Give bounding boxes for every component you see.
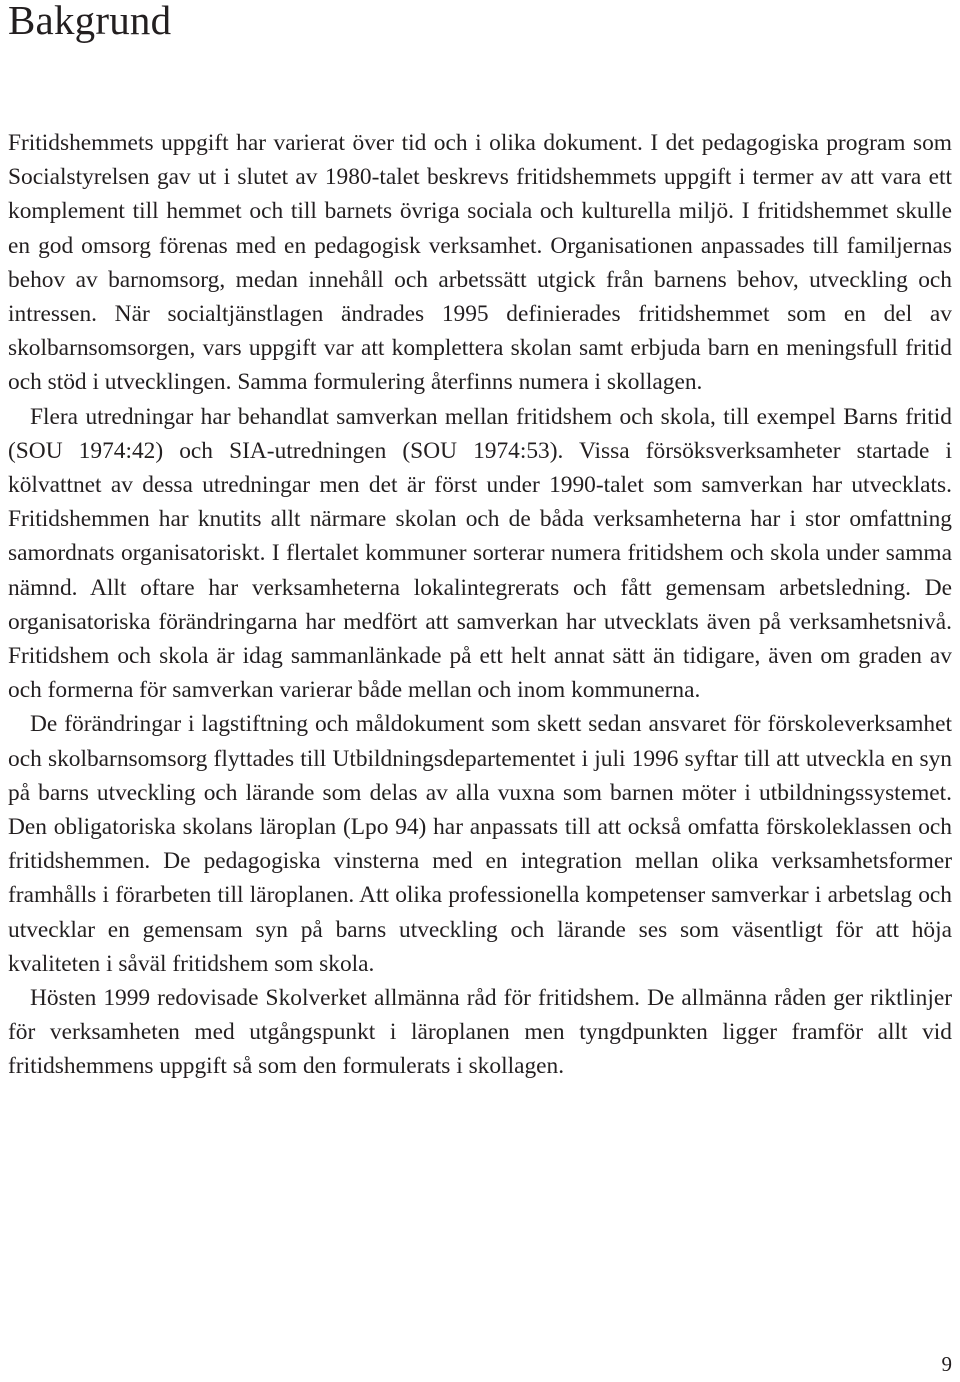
paragraph-4: Hösten 1999 redovisade Skolverket allmänna råd för fritidshem. De allmänna råden ger riktlinjer för verksamheten med utgångspunkt i läroplanen men tyngdpunkten ligger framför allt vid fritidshemmens uppgift så som den formulerats i skollagen. — [8, 985, 952, 1080]
paragraph-3: De förändringar i lagstiftning och måldokument som skett sedan ansvaret för förskoleverksamhet och skolbarnsomsorg flyttades till Utbildningsdepartementet i juli 1996 syftar till att utveckla en syn på barns utveckling och lärande som delas av alla vuxna som barnen möter i utbildningssystemet. Den obligatoriska skolans läroplan (Lpo 94) har anpassats till att också omfatta förskoleklassen och fritidshemmen. De pedagogiska vinsterna med en integration mellan olika verksamhetsformer framhålls i förarbeten till läroplanen. Att olika professionella kompetenser samverkar i arbetslag och utvecklar en gemensam syn på barns utveckling och lärande ses som väsentligt för att höja kvaliteten i såväl fritidshem som skola. — [8, 711, 952, 977]
page-number: 9 — [941, 1352, 952, 1376]
page-title: Bakgrund — [8, 0, 172, 43]
body-text — [8, 126, 952, 1084]
paragraph-1: Fritidshemmets uppgift har varierat över tid och i olika dokument. I det pedagogiska program som Socialstyrelsen gav ut i slutet av 1980-talet beskrevs fritidshemmets uppgift i termer av att vara ett komplement till hemmet och till barnets övriga sociala och kulturella miljö. I fritidshemmet skulle en god omsorg förenas med en pedagogisk verksamhet. Organisationen anpassades till familjernas behov av barnomsorg, medan innehåll och arbetssätt utgick från barnens behov, utveckling och intressen. När socialtjänstlagen ändrades 1995 definierades fritidshemmet som en del av skolbarnsomsorgen, vars uppgift var att komplettera skolan samt erbjuda barn en meningsfull fritid och stöd i utvecklingen. Samma formulering återfinns numera i skollagen. — [8, 130, 952, 396]
paragraph-2: Flera utredningar har behandlat samverkan mellan fritidshem och skola, till exempel Barns fritid (SOU 1974:42) och SIA-utredningen (SOU 1974:53). Vissa försöksverksamheter startade i kölvattnet av dessa utredningar men det är först under 1990-talet som samverkan har utvecklats. Fritidshemmen har knutits allt närmare skolan och de båda verksamheterna har i stor omfattning samordnats organisatoriskt. I flertalet kommuner sorterar numera fritidshem och skola under samma nämnd. Allt oftare har verksamheterna lokalintegrerats och fått gemensam arbetsledning. De organisatoriska förändringarna har medfört att samverkan har utvecklats även på verksamhetsnivå. Fritidshem och skola är idag sammanlänkade på ett helt annat sätt än tidigare, även om graden av och formerna för samverkan varierar både mellan och inom kommunerna. — [8, 403, 952, 704]
